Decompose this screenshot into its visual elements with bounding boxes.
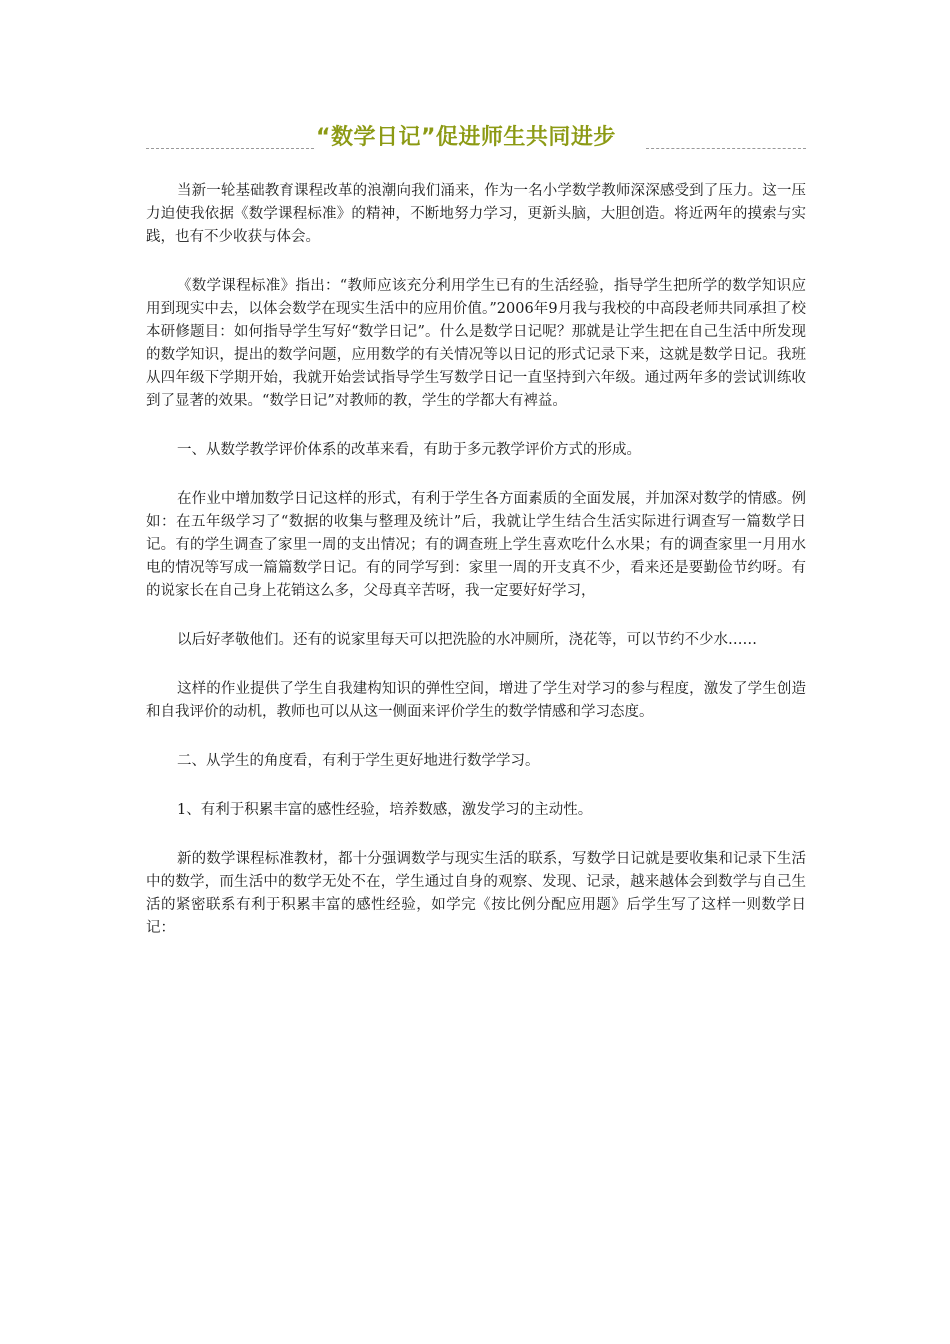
paragraph-standard: 《数学课程标准》指出：“教师应该充分利用学生已有的生活经验，指导学生把所学的数学知识应用到现实中去，以体会数学在现实生活中的应用价值。”2006年9月我与我校的中高段老师共同承担了校本研修题目：如何指导学生写好“数学日记”。什么是数学日记呢？那就是让学生把在自己生活中所发现的数学知识，提出的数学问题，应用数学的有关情况等以日记的形式记录下来，这就是数学日记。我班从四年级下学期开始，我就开始尝试指导学生写数学日记一直坚持到六年级。通过两年多的尝试训练收到了显著的效果。“数学日记”对教师的教，学生的学都大有裨益。 bbox=[146, 278, 806, 409]
paragraph-homework: 在作业中增加数学日记这样的形式，有利于学生各方面素质的全面发展，并加深对数学的情感。例如：在五年级学习了“数据的收集与整理及统计”后，我就让学生结合生活实际进行调查写一篇数学日记。有的学生调查了家里一周的支出情况；有的调查班上学生喜欢吃什么水果；有的调查家里一月用水电的情况等写成一篇篇数学日记。有的同学写到：家里一周的开支真不少，看来还是要勤俭节约呀。有的说家长在自己身上花销这么多，父母真辛苦呀，我一定要好好学习， bbox=[146, 491, 806, 599]
paragraph-curriculum: 新的数学课程标准教材，都十分强调数学与现实生活的联系，写数学日记就是要收集和记录下生活中的数学，而生活中的数学无处不在，学生通过自身的观察、发现、记录，越来越体会到数学与自己生活的紧密联系有利于积累丰富的感性经验，如学完《按比例分配应用题》后学生写了这样一则数学日记： bbox=[146, 851, 806, 936]
paragraph-continuation: 以后好孝敬他们。还有的说家里每天可以把洗脸的水冲厕所，浇花等，可以节约不少水…… bbox=[177, 632, 757, 648]
article-body bbox=[146, 180, 806, 966]
section-heading-1: 一、从数学教学评价体系的改革来看，有助于多元教学评价方式的形成。 bbox=[177, 442, 641, 458]
sub-heading-1: 1、有利于积累丰富的感性经验，培养数感，激发学习的主动性。 bbox=[177, 802, 593, 818]
paragraph-intro: 当新一轮基础教育课程改革的浪潮向我们涌来，作为一名小学数学教师深深感受到了压力。这一压力迫使我依据《数学课程标准》的精神，不断地努力学习，更新头脑，大胆创造。将近两年的摸索与实践，也有不少收获与体会。 bbox=[146, 183, 806, 245]
title-row bbox=[146, 120, 806, 156]
title-divider-left bbox=[146, 148, 314, 149]
section-heading-2: 二、从学生的角度看，有利于学生更好地进行数学学习。 bbox=[177, 753, 540, 769]
title-divider-right bbox=[646, 148, 806, 149]
paragraph-homework-effect: 这样的作业提供了学生自我建构知识的弹性空间，增进了学生对学习的参与程度，激发了学生创造和自我评价的动机，教师也可以从这一侧面来评价学生的数学情感和学习态度。 bbox=[146, 681, 806, 720]
page-title: “数学日记”促进师生共同进步 bbox=[316, 125, 616, 150]
